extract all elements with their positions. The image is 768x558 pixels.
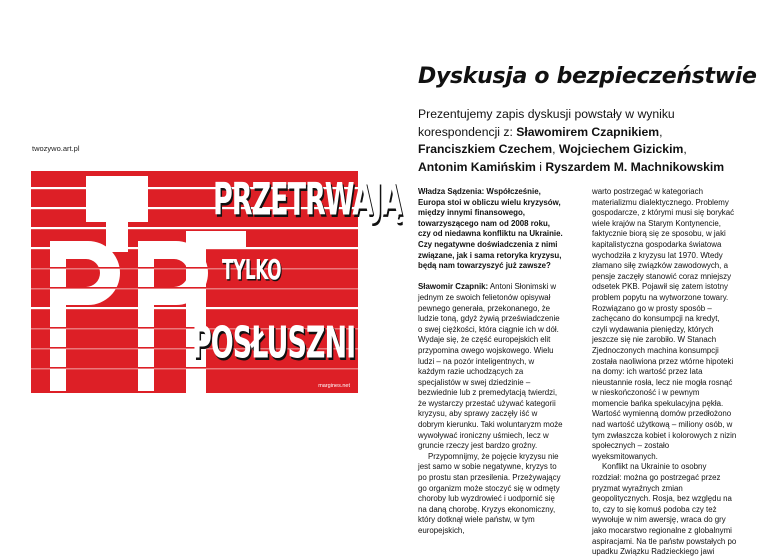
poster-word-2: TYLKO [222, 255, 282, 287]
image-credit: twozywo.art.pl [32, 144, 80, 153]
intro-name: Antonim Kamińskim [418, 159, 536, 174]
question-paragraph: Władza Sądzenia: Współcześnie, Europa stoi w obliczu wielu kryzysów, między innymi finansowego, towarzyszącego nam od 2008 roku, czy od niedawna konfliktu na Ukrainie. Czy negatywne doświadczenia z nimi związane, jak i sama retoryka kryzysu, będą nam towarzyszyć już zawsze? [418, 187, 563, 271]
answer-paragraph: Przypomnijmy, że pojęcie kryzysu nie jest samo w sobie negatywne, kryzys to po prostu stan przesilenia. Przeżywający go organizm może stoczyć się w odmęty choroby lub wyzdrowieć i uodpornić się na daną chorobę. Kryzys ekonomiczny, który dotknął wiele państw, w tym europejskich, [418, 451, 561, 535]
intro-name: Franciszkiem Czechem [418, 142, 553, 156]
poster-site: margines.net [318, 383, 350, 389]
speaker-name: Sławomir Czapnik: [418, 282, 489, 292]
intro-name: Ryszardem M. Machnikowskim [545, 159, 725, 174]
article-title: Dyskusja o bezpieczeństwie [418, 64, 757, 89]
article-intro: Prezentujemy zapis dyskusji powstały w wyniku korespondencji z: Sławomirem Czapnikiem, Franciszkiem Czechem, Wojciechem Gizickim, Antonim Kamińskim i Ryszardem M. Machnikowskim [418, 107, 725, 174]
poster-word-1: PRZETRWAJĄ [213, 175, 402, 227]
article-column-2 [592, 187, 737, 558]
poster-word-3: POSŁUSZNI [192, 319, 356, 369]
poster-image [31, 171, 402, 393]
article-column-1 [418, 187, 563, 537]
intro-lead: Prezentujemy zapis dyskusji powstały w wyniku korespondencji z: [418, 107, 675, 139]
answer-paragraph: Sławomir Czapnik: Antoni Słonimski w jednym ze swoich felietonów opisywał pewnego generała, przekonanego, że ludzie toną, gdyż żywią przeświadczenie o swej ciężkości, która ciągnie ich w dół. Wydaje się, że część europejskich elit przypomina owego wojskowego. Wielu ludzi – na pozór inteligentnych, w każdym razie uchodzących za specjalistów w swej dziedzinie – bezwiednie lub z premedytacją twierdzi, że wystarczy przestać używać kategorii kryzysu, aby sprawy zaczęły iść w dobrym kierunku. Taki woluntaryzm może wywoływać ironiczny uśmiech, lecz w gruncie rzeczy jest bardzo groźny. [418, 282, 563, 451]
body-paragraph: Konflikt na Ukrainie to osobny rozdział: można go postrzegać przez pryzmat wyraźnych zmian geopolitycznych. Rosja, bez względu na to, czy to się komuś podoba czy też wywołuje w nim awersję, wraca do gry jako mocarstwo regionalne z globalnymi aspiracjami. Na tle państw powstałych po upadku Związku Radzieckiego jawi [592, 462, 737, 557]
intro-name: Sławomirem Czapnikiem [516, 124, 660, 139]
body-paragraph: warto postrzegać w kategoriach materializmu dialektycznego. Problemy gospodarcze, z którymi musi się borykać wiele krajów na Starym Kontynencie, faktycznie biorą się ze sposobu, w jaki kapitalistyczna gospodarka światowa wychodziła z kryzysu lat 1970. Wtedy złamano siłę związków zawodowych, a pensje zaczęły stanowić coraz mniejszy odsetek PKB. Pojawił się zatem istotny problem popytu na wytworzone towary. Rozwiązano go w prosty sposób – zachęcano do konsumpcji na kredyt, czyli wydawania pieniędzy, których jeszcze się nie zarobiło. W Stanach Zjednoczonych machina konsumpcji została naoliwiona przez wtórne hipoteki na domy: ich wartość przez lata nieustannie rosła, lecz nie mogła rosnąć w nieskończoność i w pewnym momencie bańka spekulacyjna pękła. Wartość wymienną domów przedłożono nad wartość użytkową – miliony osób, w tym zwłaszcza kobiet i kolorowych z nizin społecznych – zostało wyeksmitowanych. [592, 187, 737, 461]
intro-name: Wojciechem Gizickim [558, 142, 684, 156]
